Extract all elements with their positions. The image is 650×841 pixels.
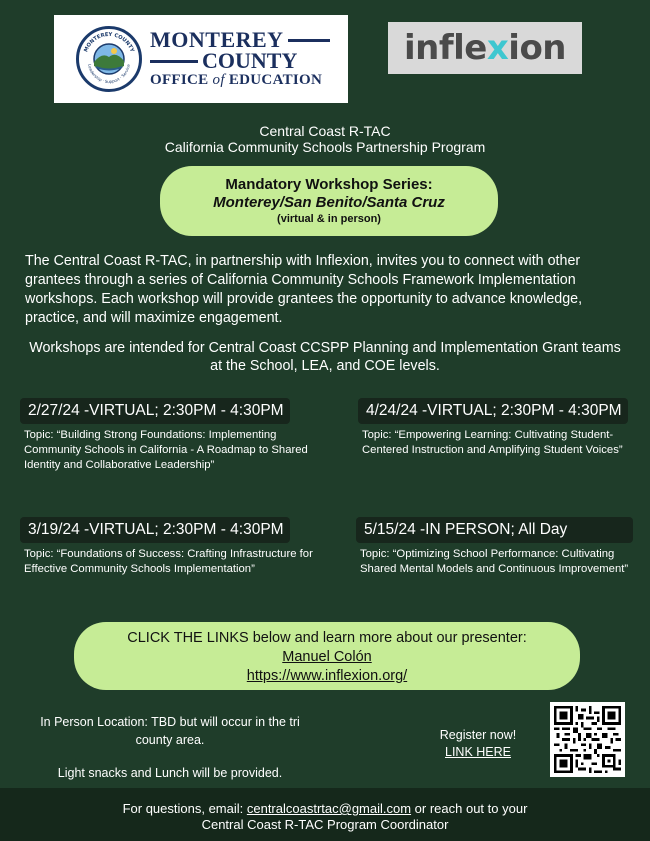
series-banner	[160, 166, 498, 236]
contact-email-link[interactable]: centralcoastrtac@gmail.com	[246, 801, 412, 816]
series-mode: (virtual & in person)	[277, 213, 381, 225]
snacks-text: Light snacks and Lunch will be provided.	[57, 766, 283, 780]
series-title: Mandatory Workshop Series:	[225, 176, 433, 193]
audience-paragraph: Workshops are intended for Central Coast CCSPP Planning and Implementation Grant teams at the School, LEA, and COE levels.	[29, 340, 621, 374]
location-text: In Person Location: TBD but will occur in the tri county area.	[40, 715, 300, 747]
mcoe-logo	[54, 15, 348, 103]
mcoe-line2: COUNTY	[202, 48, 298, 73]
workshop-date: 3/19/24 -VIRTUAL; 2:30PM - 4:30PM	[20, 517, 290, 543]
intro-paragraph: The Central Coast R-TAC, in partnership with Inflexion, invites you to connect with other grantees through a series of California Community Schools Framework Implementation workshops. Each workshop will provide grantees the opportunity to advance knowledge, practice, and will maximize engagement.	[25, 253, 583, 326]
mcoe-line1: MONTEREY	[150, 27, 284, 52]
workshop-2	[358, 398, 638, 458]
program-name: Central Coast R-TAC	[259, 123, 391, 139]
workshop-1	[20, 398, 320, 473]
workshop-topic: Topic: “Empowering Learning: Cultivating Student-Centered Instruction and Amplifying Student Voices”	[362, 429, 623, 456]
workshop-3	[20, 517, 320, 577]
presenter-site-link[interactable]: https://www.inflexion.org/	[246, 668, 408, 684]
footer-line2: Central Coast R-TAC Program Coordinator	[201, 817, 449, 832]
workshop-topic: Topic: “Building Strong Foundations: Implementing Community Schools in California - A Roadmap to Shared Identity and Collaborative Leadership”	[24, 429, 308, 471]
register-block	[420, 727, 536, 761]
workshop-topic: Topic: “Optimizing School Performance: Cultivating Shared Mental Models and Continuous Improvement”	[360, 548, 629, 575]
workshop-4	[356, 517, 634, 577]
presenter-name-link[interactable]: Manuel Colón	[282, 649, 372, 665]
register-link[interactable]: LINK HERE	[445, 745, 511, 759]
mcoe-line3: OFFICE of EDUCATION	[150, 72, 323, 88]
svg-text:MONTEREY COUNTY: MONTEREY COUNTY	[83, 31, 135, 54]
presenter-cta: CLICK THE LINKS below and learn more about our presenter:	[127, 630, 527, 646]
footer-line1: For questions, email: centralcoastrtac@gmail.com or reach out to your	[122, 801, 528, 816]
mcoe-seal-icon	[76, 26, 142, 92]
presenter-banner	[74, 622, 580, 690]
workshop-date: 2/27/24 -VIRTUAL; 2:30PM - 4:30PM	[20, 398, 290, 424]
workshop-topic: Topic: “Foundations of Success: Crafting Infrastructure for Effective Community Schools Implementation”	[24, 548, 313, 575]
footer	[0, 788, 650, 841]
program-subtitle: California Community Schools Partnership Program	[164, 139, 486, 155]
workshop-date: 4/24/24 -VIRTUAL; 2:30PM - 4:30PM	[358, 398, 628, 424]
workshop-date: 5/15/24 -IN PERSON; All Day	[356, 517, 633, 543]
register-label: Register now!	[439, 728, 517, 742]
svg-text:Leadership · Support · Service: Leadership · Support · Service	[87, 63, 131, 85]
inflexion-logo: infle x ion	[388, 22, 582, 74]
qr-code-icon[interactable]	[550, 702, 625, 777]
series-region: Monterey/San Benito/Santa Cruz	[213, 194, 445, 211]
